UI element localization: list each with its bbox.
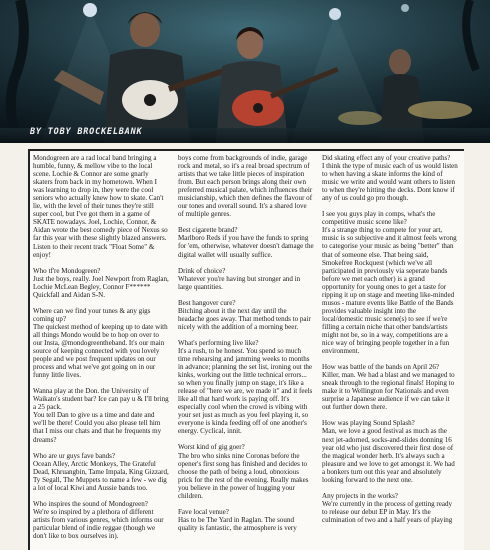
interview-question: Who inspires the sound of Mondogreen?	[33, 499, 148, 508]
interview-qa	[178, 299, 314, 331]
article-paragraph: Mondogreen are a rad local band bringing a humble, funny, & mellow vibe to the local scene. Lochie & Connor are some gnarly skaters from back in my hometown. When I was learning to drop in, they were the cool seniors who actually knew how to skate. Can't lie, with the level of their tunes they're still super cool, but I've got them in a game of SKATE nowadays. Joel, Lochie, Connor, & Aidan wrote the best comedy piece of Nexus so far this year with these slightly blazed answers. Listen to their recent track "Float Some" & enjoy!	[33, 154, 168, 259]
interview-question: Best hangover cure?	[178, 298, 236, 307]
interview-question: Who are ur guys fave bands?	[33, 451, 115, 460]
interview-qa	[322, 210, 458, 355]
interview-question: How was playing Sound Splash?	[322, 419, 415, 428]
interview-qa	[178, 443, 314, 499]
article-byline: BY TOBY BROCKELBANK	[30, 127, 143, 137]
interview-answer: It's a strange thing to compete for your art, music is so subjective and it almost feels wrong to categorise your music as being "better" than that of someone else. That being said, Smokefree Rockquest (which we've all participated in previously via seperate bands before we met each other) is a grand opportunity for young ones to get a taste for ripping it up on stage and meeting like-minded musos - mature events like Battle of the Bands provides valuable insight into the local/domestic music scene(s) to see if we're filling a certain niche that other bands/artists might not be, so in a way, competitions are a nice way of bringing people together in a fun environment.	[322, 226, 457, 356]
interview-answer: Man, we love a good festival as much as the next jet-adorned, socks-and-slides donning 16 year old who just discovered their first dose of the magical wonder herb. It's always such a pleasure and we love to get amongst it. We had a bonkers turn out this year and absolutely looking forward to the next one.	[322, 427, 455, 484]
interview-qa	[178, 226, 314, 258]
interview-qa	[33, 267, 169, 299]
interview-answer: It's a rush, to be honest. You spend so much time rehearsing and jamming weeks to months in advance; planning the set list, ironing out the kinks, working out the little technical errors... so when you finally jump on stage, it's like a release of "here we are, we made it" and it feels like all that hard work is paying off. It's especially cool when the crowd is vibing with your set just as much as you feel playing it, so everyone is kinda feeding off of one another's energy. Cyclical, innit.	[178, 346, 313, 436]
interview-qa	[33, 307, 169, 379]
interview-qa	[322, 492, 458, 524]
interview-answer: We're so inspired by a plethora of different artists from various genres, which informs our particular blend of indie reggae (though we don't like to box ourselves in).	[33, 507, 164, 540]
interview-answer: We're currently in the process of getting ready to release our debut EP in May. It's the culmination of two and a half years of playing	[322, 499, 453, 524]
interview-question: I see you guys play in comps, what's the competitive music scene like?	[322, 210, 436, 227]
interview-qa	[33, 452, 169, 492]
interview-answer: Just the boys, really. Joel Newport from Raglan, Lochie McLean Begley, Connor F****** Quickfall and Aidan S-N.	[33, 274, 169, 299]
interview-question: Who tf're Mondogreen?	[33, 266, 101, 275]
interview-question: How was battle of the bands on April 26?	[322, 363, 440, 372]
interview-question: Worst kind of gig goer?	[178, 443, 245, 452]
interview-answer: Ocean Alley, Arctic Monkeys, The Grateful Dead, Khruangbin, Tame Impala, King Gizzard, Ty Segall, The Muppets to name a few - we dig a lot of local Kiwi and Aussie bands too.	[33, 459, 169, 492]
interview-answer: Marlboro Reds if you have the funds to spring for 'em, otherwise, whatever doesn't damage the digital wallet will usually suffice.	[178, 234, 314, 259]
interview-qa	[178, 339, 314, 436]
interview-article	[28, 149, 464, 550]
interview-qa	[322, 363, 458, 411]
interview-question: Any projects in the works?	[322, 491, 398, 500]
article-paragraph: Wanna play at the Don. the University of Waikato's student bar? Ice can pay u & I'll bring a 25 pack. You tell Dan to give us a time and date and we'll be there! Could you also please tell him that I miss our chats and that he frequents my dreams?	[33, 387, 169, 444]
article-column-1	[33, 154, 169, 548]
interview-answer: Bitching about it the next day until the headache goes away. That method tends to pair nicely with the addition of a morning beer.	[178, 306, 311, 331]
interview-question: Best cigarette brand?	[178, 226, 238, 235]
interview-answer: Killer, man. We had a blast and we managed to sneak through to the regional finals! Hoping to make it to Wellington for Nationals and even surprise a Japanese audience if we can take it out further down there.	[322, 371, 455, 412]
interview-qa	[322, 419, 458, 483]
band-photo	[0, 0, 490, 143]
interview-answer: I think the type of music each of us would listen to when having a skate informs the kind of music we write and would want others to listen to when they're hitting the decks. Dont know if any of us could go pro though.	[322, 162, 458, 203]
article-column-3	[322, 154, 458, 532]
interview-qa	[178, 508, 314, 532]
band-performing-illustration	[0, 0, 490, 143]
interview-answer: Has to be The Yard in Raglan. The sound quality is fantastic, the atmosphere is very	[178, 515, 297, 532]
interview-question: What's performing live like?	[178, 338, 259, 347]
interview-answer: The bro who sinks nine Coronas before the opener's first song has finished and decides to choose the path of being a loud, obnoxious prick for the rest of the evening. Really makes you believe in the power of hugging your children.	[178, 451, 309, 500]
article-column-2	[178, 154, 314, 540]
interview-question: Did skating effect any of your creative paths?	[322, 154, 451, 162]
interview-question: Where can we find your tunes & any gigs coming up?	[33, 306, 151, 323]
interview-qa	[178, 267, 314, 291]
interview-answer: The quickest method of keeping up to date with all things Mondo would be to hop on over to our Insta, @mondogreentheband. It's our main source of keeping connected with you lovely people and we post frequent updates on our process and what we've got going on in our funny little lives.	[33, 322, 168, 380]
interview-qa	[33, 500, 169, 540]
article-paragraph: boys come from backgrounds of indie, garage rock and metal, so it's a real broad spectrum of artists that we take little pieces of inspiration from. But each person brings along their own preferred musical palate, which influences their musicianship, which then defines the flavour of our tones and overall sound. It's a shared love of multiple genres.	[178, 154, 313, 219]
interview-question: Fave local venue?	[178, 507, 229, 516]
interview-answer: Whatever you're having but stronger and in large quantities.	[178, 274, 301, 291]
interview-question: Drink of choice?	[178, 266, 226, 275]
interview-qa	[322, 154, 458, 202]
